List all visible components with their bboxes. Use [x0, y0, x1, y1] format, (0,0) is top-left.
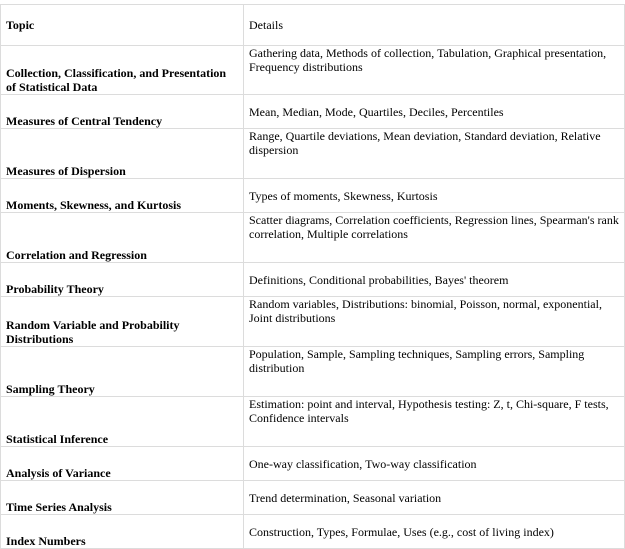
- table-row: [1, 129, 625, 179]
- topic-cell: Collection, Classification, and Presentation of Statistical Data: [1, 46, 244, 95]
- topic-cell: Analysis of Variance: [1, 447, 244, 481]
- header-details: Details: [244, 5, 625, 46]
- topic-cell: Measures of Dispersion: [1, 129, 244, 179]
- details-cell: Population, Sample, Sampling techniques, Sampling errors, Sampling distribution: [244, 347, 625, 397]
- details-cell: One-way classification, Two-way classification: [244, 447, 625, 481]
- table-row: [1, 46, 625, 95]
- table-row: [1, 515, 625, 549]
- table-header-row: [1, 5, 625, 46]
- header-topic: Topic: [1, 5, 244, 46]
- table-row: [1, 179, 625, 213]
- topic-cell: Probability Theory: [1, 263, 244, 297]
- table-row: [1, 347, 625, 397]
- topic-cell: Correlation and Regression: [1, 213, 244, 263]
- topics-table: [0, 4, 625, 549]
- topic-cell: Measures of Central Tendency: [1, 95, 244, 129]
- table-row: [1, 481, 625, 515]
- details-cell: Gathering data, Methods of collection, Tabulation, Graphical presentation, Frequency distributions: [244, 46, 625, 95]
- table-row: [1, 263, 625, 297]
- topic-cell: Index Numbers: [1, 515, 244, 549]
- details-cell: Trend determination, Seasonal variation: [244, 481, 625, 515]
- details-cell: Types of moments, Skewness, Kurtosis: [244, 179, 625, 213]
- table-row: [1, 95, 625, 129]
- topic-cell: Sampling Theory: [1, 347, 244, 397]
- details-cell: Estimation: point and interval, Hypothesis testing: Z, t, Chi-square, F tests, Confidence intervals: [244, 397, 625, 447]
- table-row: [1, 397, 625, 447]
- details-cell: Construction, Types, Formulae, Uses (e.g., cost of living index): [244, 515, 625, 549]
- table-row: [1, 447, 625, 481]
- details-cell: Random variables, Distributions: binomial, Poisson, normal, exponential, Joint distributions: [244, 297, 625, 347]
- details-cell: Mean, Median, Mode, Quartiles, Deciles, Percentiles: [244, 95, 625, 129]
- details-cell: Range, Quartile deviations, Mean deviation, Standard deviation, Relative dispersion: [244, 129, 625, 179]
- topic-cell: Moments, Skewness, and Kurtosis: [1, 179, 244, 213]
- table-row: [1, 213, 625, 263]
- topic-cell: Statistical Inference: [1, 397, 244, 447]
- table-row: [1, 297, 625, 347]
- details-cell: Definitions, Conditional probabilities, Bayes' theorem: [244, 263, 625, 297]
- topic-cell: Random Variable and Probability Distributions: [1, 297, 244, 347]
- topic-cell: Time Series Analysis: [1, 481, 244, 515]
- details-cell: Scatter diagrams, Correlation coefficients, Regression lines, Spearman's rank correlation, Multiple correlations: [244, 213, 625, 263]
